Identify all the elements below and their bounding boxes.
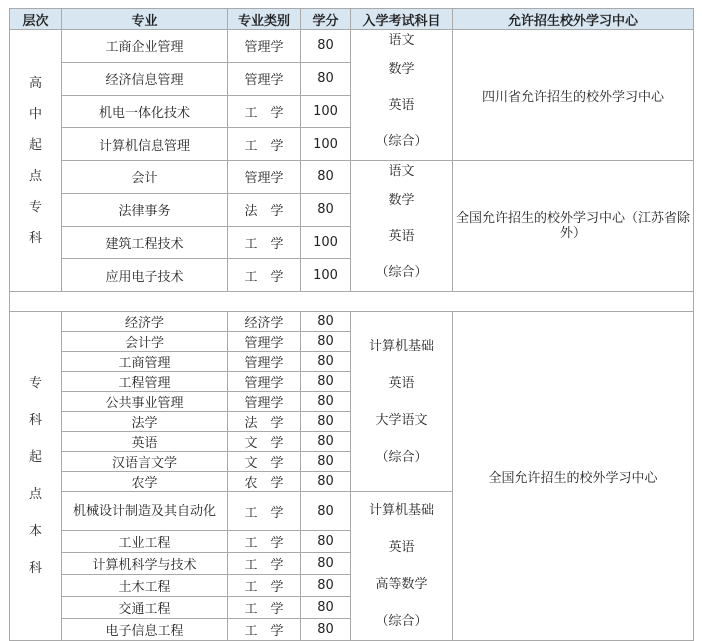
category-cell: 法 学 <box>228 412 301 432</box>
category-cell: 管理学 <box>228 30 301 63</box>
credits-cell: 80 <box>301 372 351 392</box>
credits-cell: 80 <box>301 312 351 332</box>
major-cell: 会计 <box>62 161 228 194</box>
header-level: 层次 <box>10 9 62 30</box>
category-cell: 管理学 <box>228 352 301 372</box>
category-cell: 工 学 <box>228 492 301 531</box>
credits-cell: 80 <box>301 392 351 412</box>
category-cell: 管理学 <box>228 62 301 95</box>
category-cell: 文 学 <box>228 432 301 452</box>
header-row <box>10 9 694 30</box>
exam-subjects-cell: 计算机基础 英语 高等数学 （综合） <box>351 492 453 641</box>
credits-cell: 80 <box>301 432 351 452</box>
major-cell: 工业工程 <box>62 531 228 553</box>
major-cell: 建筑工程技术 <box>62 226 228 259</box>
level-cell: 专 科 起 点 本 科 <box>10 312 62 641</box>
major-cell: 计算机信息管理 <box>62 128 228 161</box>
credits-cell: 80 <box>301 492 351 531</box>
major-cell: 法律事务 <box>62 193 228 226</box>
category-cell: 农 学 <box>228 472 301 492</box>
category-cell: 工 学 <box>228 553 301 575</box>
credits-cell: 80 <box>301 452 351 472</box>
major-cell: 交通工程 <box>62 597 228 619</box>
major-cell: 英语 <box>62 432 228 452</box>
major-cell: 会计学 <box>62 332 228 352</box>
credits-cell: 80 <box>301 30 351 63</box>
category-cell: 管理学 <box>228 372 301 392</box>
credits-cell: 80 <box>301 352 351 372</box>
credits-cell: 80 <box>301 619 351 641</box>
major-cell: 电子信息工程 <box>62 619 228 641</box>
credits-cell: 100 <box>301 226 351 259</box>
major-cell: 机电一体化技术 <box>62 95 228 128</box>
credits-cell: 80 <box>301 161 351 194</box>
major-cell: 应用电子技术 <box>62 259 228 292</box>
study-center-cell: 全国允许招生的校外学习中心（江苏省除外） <box>453 161 694 292</box>
header-study-center: 允许招生校外学习中心 <box>453 9 694 30</box>
major-cell: 机械设计制造及其自动化 <box>62 492 228 531</box>
spacer-cell <box>10 292 694 312</box>
category-cell: 工 学 <box>228 226 301 259</box>
major-cell: 农学 <box>62 472 228 492</box>
credits-cell: 80 <box>301 412 351 432</box>
major-cell: 经济信息管理 <box>62 62 228 95</box>
category-cell: 管理学 <box>228 332 301 352</box>
major-cell: 计算机科学与技术 <box>62 553 228 575</box>
enrollment-table <box>9 8 694 641</box>
major-cell: 汉语言文学 <box>62 452 228 472</box>
exam-subjects-cell: 语文 数学 英语 （综合） <box>351 30 453 161</box>
level-cell: 高 中 起 点 专 科 <box>10 30 62 292</box>
category-cell: 工 学 <box>228 575 301 597</box>
major-cell: 工商管理 <box>62 352 228 372</box>
major-cell: 工商企业管理 <box>62 30 228 63</box>
category-cell: 工 学 <box>228 531 301 553</box>
category-cell: 文 学 <box>228 452 301 472</box>
major-cell: 工程管理 <box>62 372 228 392</box>
major-cell: 土木工程 <box>62 575 228 597</box>
table-row <box>10 161 694 194</box>
table-row <box>10 30 694 63</box>
category-cell: 法 学 <box>228 193 301 226</box>
header-exam-subjects: 入学考试科目 <box>351 9 453 30</box>
category-cell: 经济学 <box>228 312 301 332</box>
credits-cell: 80 <box>301 62 351 95</box>
category-cell: 工 学 <box>228 128 301 161</box>
spacer-row <box>10 292 694 312</box>
credits-cell: 80 <box>301 575 351 597</box>
category-cell: 管理学 <box>228 392 301 412</box>
exam-subjects-cell: 语文 数学 英语 （综合） <box>351 161 453 292</box>
credits-cell: 80 <box>301 597 351 619</box>
credits-cell: 100 <box>301 259 351 292</box>
credits-cell: 100 <box>301 95 351 128</box>
category-cell: 工 学 <box>228 597 301 619</box>
study-center-cell: 四川省允许招生的校外学习中心 <box>453 30 694 161</box>
major-cell: 经济学 <box>62 312 228 332</box>
study-center-cell: 全国允许招生的校外学习中心 <box>453 312 694 641</box>
header-major: 专业 <box>62 9 228 30</box>
category-cell: 管理学 <box>228 161 301 194</box>
header-credits: 学分 <box>301 9 351 30</box>
credits-cell: 80 <box>301 531 351 553</box>
credits-cell: 80 <box>301 332 351 352</box>
major-cell: 公共事业管理 <box>62 392 228 412</box>
header-category: 专业类别 <box>228 9 301 30</box>
credits-cell: 80 <box>301 472 351 492</box>
table-row <box>10 312 694 332</box>
major-cell: 法学 <box>62 412 228 432</box>
credits-cell: 100 <box>301 128 351 161</box>
credits-cell: 80 <box>301 193 351 226</box>
exam-subjects-cell: 计算机基础 英语 大学语文 （综合） <box>351 312 453 492</box>
category-cell: 工 学 <box>228 259 301 292</box>
credits-cell: 80 <box>301 553 351 575</box>
category-cell: 工 学 <box>228 619 301 641</box>
category-cell: 工 学 <box>228 95 301 128</box>
